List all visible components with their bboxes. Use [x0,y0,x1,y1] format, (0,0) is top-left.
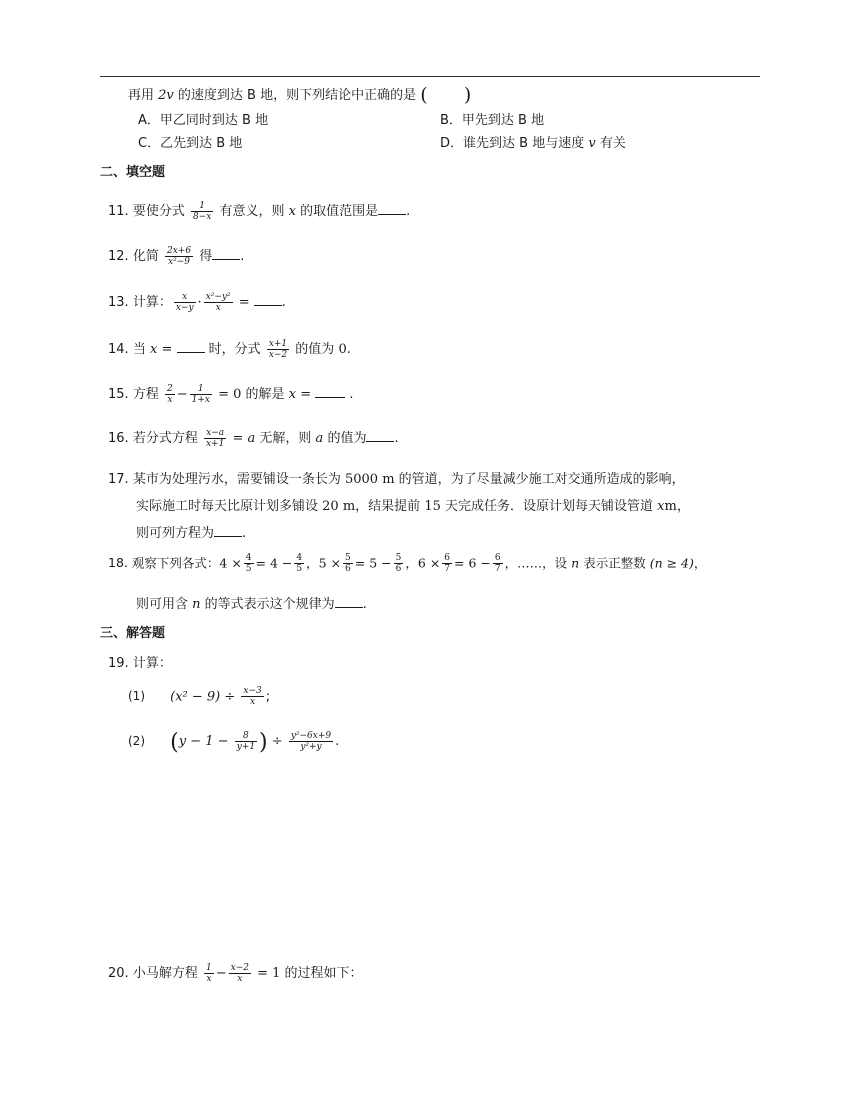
q19-part-1-expr: (x² − 9) ÷ [170,689,236,705]
q18-e1-rfrac [294,553,304,575]
q10-option-d-text: D．谁先到达 B 地与速度 [440,136,585,151]
q19-part-1-label: (1) [128,689,145,704]
q20-frac2-den: x [237,974,243,984]
q15-frac2-den: 1+x [191,395,210,405]
q18-e1-right: = 4 − [255,555,293,571]
q18-line-2 [136,593,367,612]
q13-number: 13. [108,295,129,310]
q18-e2-right: = 5 − [354,555,392,571]
q14-text-b: 时，分式 [208,342,261,357]
q16-text-c: 的值为 [327,431,367,446]
q13-end: . [281,295,286,310]
q10-option-c[interactable]: C．乙先到达 B 地 [138,136,243,151]
q19-part-2-inner-fraction [235,731,257,753]
q20-number: 20. [108,966,129,981]
q18-e2-frac-num: 5 [345,553,351,563]
q19-part-1-frac-den: x [250,697,256,708]
q18-e1-rfrac-den: 5 [296,564,303,575]
q16 [108,427,399,449]
q19-part-1-fraction [241,686,263,708]
q18-answer-blank[interactable] [335,607,363,608]
q18-text-2a: 则可用含 [136,597,189,612]
q16-text-a: 若分式方程 [132,431,198,446]
q17-end: . [242,526,247,541]
q19-part-2-label: (2) [128,734,145,748]
q19-part-2-fraction [289,731,333,753]
q15-number: 15. [108,387,129,402]
q13-frac2-num: x²−y² [205,291,231,302]
q14-eq: = [161,342,173,357]
q12-text-a: 化简 [132,249,159,264]
q10-text-a: 再用 [128,88,155,103]
q11-frac-num: 1 [191,201,213,212]
q12-answer-blank[interactable] [212,259,240,260]
q18-e3-rfrac-num: 6 [494,553,501,563]
q18-e3-right: = 6 − [454,555,491,571]
q11 [108,200,410,222]
q20-rhs: = 1 [257,966,281,981]
q19-title: 计算： [132,656,172,671]
q18-e3-rfrac-den: 7 [494,564,501,575]
q17-line-3 [136,522,246,541]
q19-part-2-expr: y − 1 − [178,734,229,749]
q14-text-a: 当 [132,342,146,357]
q17-line-1 [108,468,685,487]
q14-number: 14. [108,342,129,357]
q17-text-3: 则可列方程为 [136,526,215,541]
q13-answer-blank[interactable] [254,305,282,306]
q11-text-b: 有意义，则 [219,204,285,219]
q20-text-b: 的过程如下： [284,966,363,981]
q17-line-2 [136,495,690,514]
q15-var: x [288,387,297,402]
q10-speed: 2v [158,88,174,103]
q13-dot: · [197,295,202,310]
q17-var: x [657,499,665,514]
q14-end: . [346,342,351,357]
q18-e1-rfrac-num: 4 [296,553,303,563]
q20-minus: − [215,966,227,981]
q13-fraction-2 [204,292,233,314]
q19-part-2-div: ÷ [271,734,283,749]
q20-frac1-den: x [206,974,212,984]
q16-frac-den: x+1 [205,439,225,449]
q11-answer-blank[interactable] [378,214,406,215]
q18-e1-frac-num: 4 [245,553,252,563]
q14-fraction [267,339,289,361]
q11-number: 11. [108,204,129,219]
q17-answer-blank[interactable] [214,536,242,537]
q18-e3-left: 6 × [417,555,441,571]
q19-part-2-inner-den: y+1 [236,742,256,752]
q18-e3-frac-num: 6 [444,553,451,563]
q18-e2-rfrac-den: 6 [395,564,402,575]
q16-frac-num: x−a [204,428,226,439]
q18-text-c: 表示正整数 [583,555,646,571]
q18-condition: (n ≥ 4) [649,555,694,571]
q13-frac1-num: x [174,292,196,303]
q18-var-2: n [192,597,201,612]
q19-part-2-end: . [335,734,340,749]
q14-frac-num: x+1 [268,338,288,349]
q10-option-b[interactable]: B．甲先到达 B 地 [440,113,545,128]
q19-part-2: (2) (y − 1 − $\frac{8}{y+1}$ ) ÷ $\frac{\text{y²−6x+9}}{\text{y²+y}}$ . [128,730,340,755]
q12-end: . [240,249,245,264]
q18-e2-rfrac [394,553,404,575]
q18-e3-frac [442,553,452,575]
q15-text-a: 方程 [132,387,159,402]
answer-paren[interactable]: ( ) [420,84,472,106]
q15-minus: − [176,387,188,402]
q16-rhs: = a [232,431,256,446]
q10-option-a[interactable]: A．甲乙同时到达 B 地 [138,113,269,128]
q18-number: 18. [108,555,128,571]
q12-frac-num: 2x+6 [166,245,192,256]
q13-text-a: 计算： [132,295,172,310]
q11-text-c: 的取值范围是 [300,204,379,219]
q15-fraction-1 [165,384,175,406]
q17-extra: 20 m [322,499,356,514]
q10-option-d-tail: 有关 [599,136,626,151]
q11-text-a: 要使分式 [132,204,185,219]
q15-rhs: = 0 [218,387,242,402]
q20-frac1-num: 1 [205,962,212,973]
q14-text-c: 的值为 [295,342,335,357]
q15-frac1-den: x [167,395,173,405]
q10-option-d-var: v [588,136,596,151]
q20-fraction-1 [204,963,214,985]
q18-e3-frac-den: 7 [444,564,451,575]
q15-frac2-num: 1 [190,384,212,395]
q20-text-a: 小马解方程 [132,966,198,981]
q13 [108,291,286,313]
q13-fraction-1 [174,292,196,314]
q18-e2-frac-den: 6 [345,564,351,575]
q16-fraction [204,428,226,450]
q10-option-d[interactable] [440,132,626,151]
q18-e1-frac-den: 5 [245,564,252,575]
q14-answer-blank[interactable] [177,352,205,353]
header-rule [100,76,760,77]
q15-text-b: 的解是 [245,387,285,402]
q17-text-1b: 的管道，为了尽量减少施工对交通所造成的影响， [398,472,685,487]
q18-text-a: 观察下列各式： [131,555,220,571]
q16-number: 16. [108,431,129,446]
q20-fraction-2 [229,963,251,985]
q11-fraction [191,201,213,223]
q18-e3-rfrac [493,553,503,575]
q17-days: 15 [424,499,441,514]
q13-frac2-den: x [215,303,221,313]
q18-e2-rfrac-num: 5 [395,553,402,563]
q17-text-2a: 实际施工时每天比原计划多铺设 [136,499,319,514]
q19-part-1-frac-num: x−3 [243,686,262,696]
q14 [108,338,351,360]
q10-text-b: 的速度到达 B 地，则下列结论中正确的是 [177,88,417,103]
q18-e1-left: 4 × [219,555,242,571]
q19-part-1 [128,686,270,708]
q14-zero: 0 [338,342,347,357]
q13-frac1-den: x−y [175,303,194,313]
q17-text-2b: ，结果提前 [355,499,421,514]
q15-answer-blank[interactable] [315,397,345,398]
q19-title-line [108,652,172,671]
q17-length: 5000 m [344,472,395,487]
q11-end: . [406,204,411,219]
q15-eq: = [300,387,312,402]
q18-text-2b: 的等式表示这个规律为 [204,597,335,612]
q18-var: n [571,555,580,571]
q17-number: 17. [108,472,129,487]
q15-frac1-num: 2 [166,383,173,394]
q17-text-1a: 某市为处理污水，需要铺设一条长为 [132,472,341,487]
q18-line-1: 18. 观察下列各式：4 × $\frac{4}{5}$ = 4 − $\frac{4}{5}$ ，5 × $\frac{5}{6}$ = 5 − $\frac{5}{6}$ ，6 × $\frac{6}{7}$ = 6 − $\frac{6}{7}$ ，……，设 n 表示正整数 (n ≥ 4)， [108,553,707,575]
q19-number: 19. [108,656,129,671]
q12-text-b: 得 [199,249,213,264]
q14-frac-den: x−2 [268,350,288,360]
q15 [108,383,354,405]
q16-end: . [394,431,399,446]
q18-end: . [362,597,367,612]
q18-dots: …… [517,555,543,571]
q12-number: 12. [108,249,129,264]
q15-end: . [349,387,354,402]
q16-var: a [315,431,324,446]
q20 [108,962,363,984]
q19-part-2-frac-den: y²+y [300,742,322,752]
q11-var: x [288,204,296,219]
q11-frac-den: 8−x [192,212,212,222]
q18-e2-left: 5 × [318,555,342,571]
q18-e2-frac [343,553,353,575]
section-solve-title: 三、解答题 [100,626,166,641]
q12 [108,245,244,267]
q17-text-2c: 天完成任务．设原计划每天铺设管道 [445,499,654,514]
q18-text-b: ，设 [542,555,568,571]
q19-part-1-end: ; [265,689,271,705]
q19-part-2-inner-num: 8 [235,731,257,742]
q15-fraction-2 [190,384,212,406]
section-fill-title: 二、填空题 [100,165,166,180]
q18-e1-frac [244,553,254,575]
q19-part-2-frac-num: y²−6x+9 [290,730,332,741]
q16-text-b: 无解，则 [259,431,312,446]
q13-eq: = [238,295,250,310]
q14-var: x [149,342,158,357]
q20-frac2-num: x−2 [230,962,249,973]
q17-unit: m， [664,499,690,514]
q10-stem [128,84,471,106]
q12-fraction [165,246,193,268]
q12-frac-den: x²−9 [168,257,190,267]
q16-answer-blank[interactable] [366,441,394,442]
